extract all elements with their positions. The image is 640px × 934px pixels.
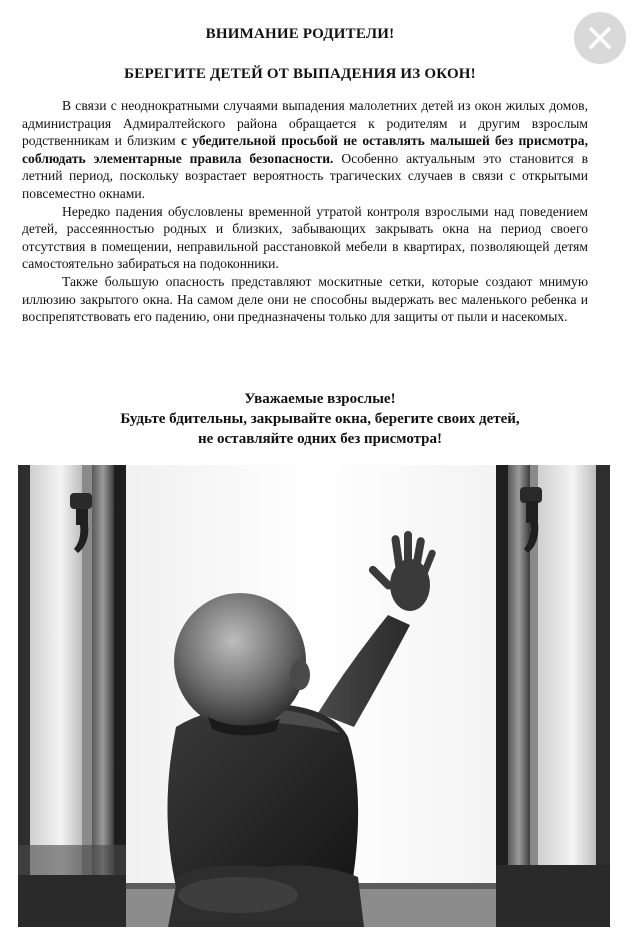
paragraph-1-text-b: Особенно актуальным это становится в летний период, поскольку возрастает вероятность трагических случаев в связи с открытыми повсеместно окнами. [22, 150, 588, 201]
document-title: ВНИМАНИЕ РОДИТЕЛИ! [205, 26, 395, 42]
paragraph-1 [22, 97, 588, 203]
paragraph-1-bold: с убедительной просьбой не оставлять малышей без присмотра, соблюдать элементарные правила безопасности. [22, 133, 589, 166]
appeal-line-3: не оставляйте одних без присмотра! [197, 431, 443, 447]
document-subtitle: БЕРЕГИТЕ ДЕТЕЙ ОТ ВЫПАДЕНИЯ ИЗ ОКОН! [124, 66, 476, 82]
appeal-block [0, 389, 640, 449]
paragraph-1-text-a: В связи с неоднократными случаями выпадения малолетних детей из окон жилых домов, администрация Адмиралтейского района обращается к родителям и другим взрослым родственникам и близким [22, 98, 588, 149]
child-at-window-photo [18, 465, 610, 927]
paragraph-2: Нередко падения обусловлены временной утратой контроля взрослыми над поведением детей, рассеянностью родных и близких, забывающих закрывать окна на период своего отсутствия в помещении, неправильной расстановкой мебели в квартирах, позволяющей детям самостоятельно забираться на подоконники. [22, 203, 588, 272]
document-body [22, 97, 588, 326]
paragraph-3: Также большую опасность представляют москитные сетки, которые создают мнимую иллюзию закрытого окна. На самом деле они не способны выдержать вес маленького ребенка и воспрепятствовать его падению, они предназначены только для защиты от пыли и насекомых. [22, 273, 588, 325]
appeal-line-2: Будьте бдительны, закрывайте окна, берегите своих детей, [120, 411, 520, 427]
appeal-line-1: Уважаемые взрослые! [244, 391, 396, 407]
